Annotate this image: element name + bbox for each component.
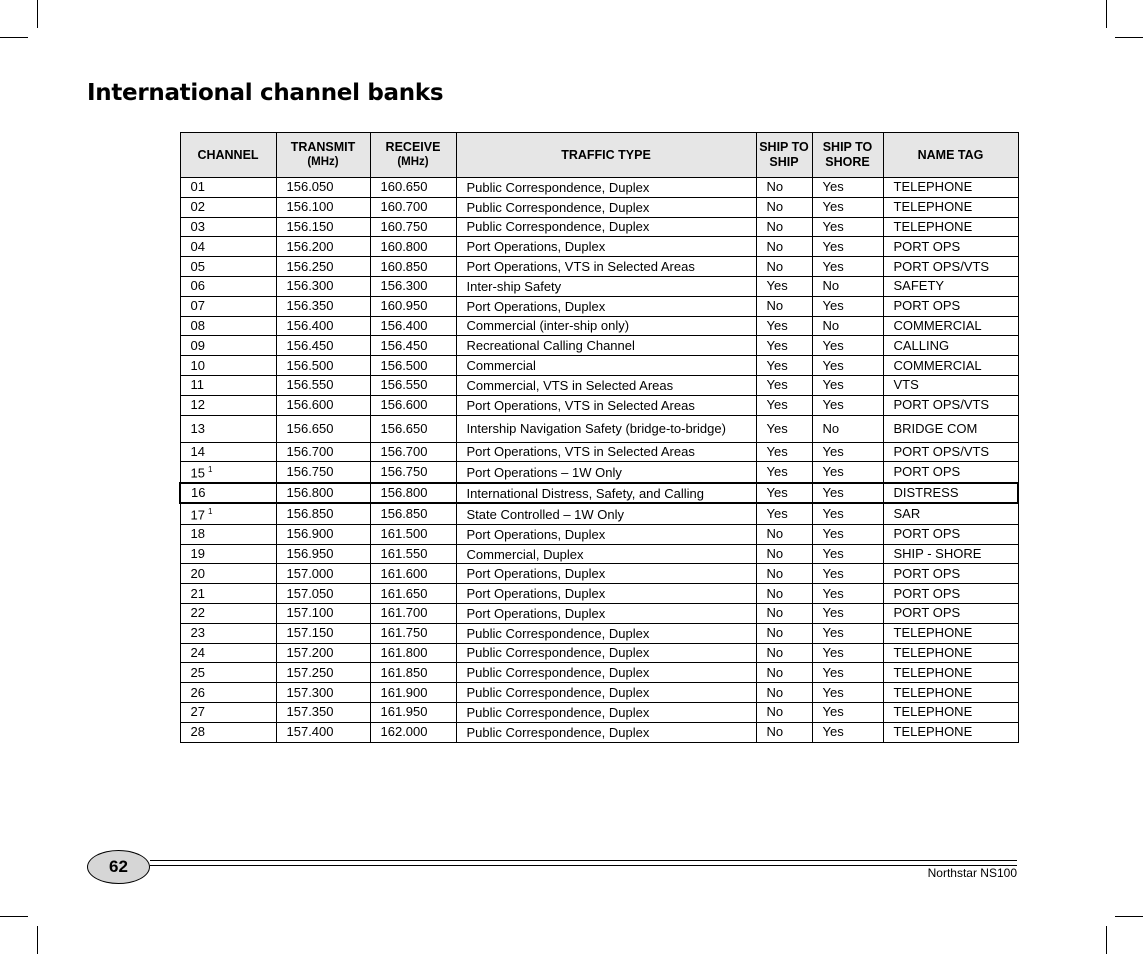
table-row — [180, 643, 1018, 663]
traffic-type-cell: Public Correspondence, Duplex — [456, 197, 756, 217]
ship-to-ship-cell: No — [756, 524, 812, 544]
ship-to-ship-cell: No — [756, 257, 812, 277]
ship-to-shore-cell: Yes — [812, 483, 883, 504]
header-receive-unit: (MHz) — [397, 156, 429, 168]
ship-to-ship-cell: Yes — [756, 462, 812, 483]
traffic-type-cell: Port Operations, Duplex — [456, 604, 756, 624]
channel-number: 12 — [190, 397, 205, 413]
channel-number: 07 — [190, 298, 205, 314]
receive-cell: 156.300 — [370, 276, 456, 296]
ship-to-shore-cell: Yes — [812, 584, 883, 604]
channel-number: 08 — [190, 317, 205, 333]
ship-to-ship-cell: No — [756, 604, 812, 624]
ship-to-ship-cell: No — [756, 564, 812, 584]
name-tag-cell: TELEPHONE — [883, 643, 1018, 663]
transmit-cell: 156.100 — [276, 197, 370, 217]
transmit-cell: 157.400 — [276, 722, 370, 742]
transmit-cell: 156.900 — [276, 524, 370, 544]
ship-to-ship-cell: No — [756, 544, 812, 564]
channel-number: 27 — [190, 704, 205, 720]
channel-number: 24 — [190, 644, 205, 660]
ship-to-shore-cell: Yes — [812, 604, 883, 624]
traffic-type-cell: Port Operations, Duplex — [456, 296, 756, 316]
receive-cell: 156.750 — [370, 462, 456, 483]
transmit-cell: 156.700 — [276, 442, 370, 462]
transmit-cell: 156.450 — [276, 336, 370, 356]
receive-cell: 156.850 — [370, 503, 456, 524]
ship-to-shore-cell: Yes — [812, 296, 883, 316]
receive-cell: 156.450 — [370, 336, 456, 356]
name-tag-cell: PORT OPS — [883, 604, 1018, 624]
name-tag-cell: CALLING — [883, 336, 1018, 356]
channel-cell — [180, 462, 276, 483]
receive-cell: 156.700 — [370, 442, 456, 462]
traffic-type-cell: Commercial, VTS in Selected Areas — [456, 375, 756, 395]
table-row — [180, 395, 1018, 415]
page-title: International channel banks — [87, 80, 444, 106]
table-row — [180, 584, 1018, 604]
channel-number: 21 — [190, 585, 205, 601]
receive-cell: 161.650 — [370, 584, 456, 604]
channel-cell — [180, 442, 276, 462]
header-transmit — [276, 133, 370, 178]
ship-to-ship-cell: Yes — [756, 503, 812, 524]
traffic-type-cell: International Distress, Safety, and Calling — [456, 483, 756, 504]
channel-cell — [180, 722, 276, 742]
ship-to-ship-cell: Yes — [756, 276, 812, 296]
channel-cell — [180, 296, 276, 316]
ship-to-shore-cell: Yes — [812, 663, 883, 683]
traffic-type-cell: Port Operations, VTS in Selected Areas — [456, 257, 756, 277]
transmit-cell: 156.500 — [276, 356, 370, 376]
footer-rule — [150, 860, 1017, 866]
header-receive-label: RECEIVE — [385, 140, 441, 154]
crop-mark — [0, 37, 28, 38]
ship-to-shore-cell: Yes — [812, 623, 883, 643]
transmit-cell: 157.350 — [276, 702, 370, 722]
table-row — [180, 316, 1018, 336]
channel-cell — [180, 584, 276, 604]
receive-cell: 161.750 — [370, 623, 456, 643]
name-tag-cell: TELEPHONE — [883, 683, 1018, 703]
receive-cell: 160.750 — [370, 217, 456, 237]
header-name-tag: NAME TAG — [883, 133, 1018, 178]
name-tag-cell: PORT OPS — [883, 524, 1018, 544]
receive-cell: 161.950 — [370, 702, 456, 722]
channel-number: 20 — [190, 565, 205, 581]
transmit-cell: 157.100 — [276, 604, 370, 624]
channel-cell — [180, 503, 276, 524]
transmit-cell: 157.050 — [276, 584, 370, 604]
channel-number: 11 — [190, 377, 204, 393]
name-tag-cell: BRIDGE COM — [883, 415, 1018, 442]
channel-cell — [180, 483, 276, 504]
header-transmit-unit: (MHz) — [307, 156, 339, 168]
receive-cell: 160.800 — [370, 237, 456, 257]
channel-number: 06 — [190, 278, 205, 294]
ship-to-ship-cell: No — [756, 702, 812, 722]
ship-to-shore-cell: Yes — [812, 375, 883, 395]
name-tag-cell: TELEPHONE — [883, 722, 1018, 742]
transmit-cell: 156.250 — [276, 257, 370, 277]
ship-to-ship-cell: No — [756, 663, 812, 683]
transmit-cell: 156.550 — [276, 375, 370, 395]
channel-cell — [180, 544, 276, 564]
receive-cell: 161.600 — [370, 564, 456, 584]
channel-number: 25 — [190, 664, 205, 680]
transmit-cell: 156.150 — [276, 217, 370, 237]
channel-number: 14 — [190, 443, 205, 459]
ship-to-shore-cell: No — [812, 415, 883, 442]
table-row — [180, 722, 1018, 742]
ship-to-shore-cell: Yes — [812, 257, 883, 277]
header-traffic-type: TRAFFIC TYPE — [456, 133, 756, 178]
channel-cell — [180, 683, 276, 703]
traffic-type-cell: Inter-ship Safety — [456, 276, 756, 296]
table-row — [180, 544, 1018, 564]
ship-to-ship-cell: No — [756, 584, 812, 604]
ship-to-ship-cell: Yes — [756, 483, 812, 504]
channel-cell — [180, 524, 276, 544]
traffic-type-cell: Port Operations, Duplex — [456, 524, 756, 544]
transmit-cell: 156.350 — [276, 296, 370, 316]
header-channel: CHANNEL — [180, 133, 276, 178]
traffic-type-cell: Public Correspondence, Duplex — [456, 178, 756, 198]
crop-mark — [37, 0, 38, 28]
ship-to-shore-cell: Yes — [812, 237, 883, 257]
receive-cell: 161.500 — [370, 524, 456, 544]
ship-to-shore-cell: Yes — [812, 722, 883, 742]
channel-cell — [180, 643, 276, 663]
channel-cell — [180, 623, 276, 643]
table-row — [180, 524, 1018, 544]
channel-cell — [180, 276, 276, 296]
ship-to-ship-cell: No — [756, 722, 812, 742]
channel-number: 16 — [191, 485, 206, 501]
ship-to-shore-cell: Yes — [812, 336, 883, 356]
crop-mark — [1115, 916, 1143, 917]
header-ship-to-shore: SHIP TO SHORE — [812, 133, 883, 178]
channel-number: 19 — [190, 546, 205, 561]
receive-cell: 160.850 — [370, 257, 456, 277]
channel-number: 15 — [190, 465, 205, 481]
table-row — [180, 462, 1018, 483]
transmit-cell: 157.150 — [276, 623, 370, 643]
name-tag-cell: SAFETY — [883, 276, 1018, 296]
name-tag-cell: SAR — [883, 503, 1018, 524]
table-header-row — [180, 133, 1018, 178]
ship-to-ship-cell: Yes — [756, 395, 812, 415]
crop-mark — [37, 926, 38, 954]
transmit-cell: 156.300 — [276, 276, 370, 296]
name-tag-cell: TELEPHONE — [883, 217, 1018, 237]
name-tag-cell: TELEPHONE — [883, 702, 1018, 722]
header-transmit-label: TRANSMIT — [290, 140, 356, 154]
channel-cell — [180, 336, 276, 356]
channel-number: 13 — [190, 420, 205, 436]
channel-cell — [180, 217, 276, 237]
crop-mark — [0, 916, 28, 917]
traffic-type-cell: Port Operations, VTS in Selected Areas — [456, 395, 756, 415]
traffic-type-cell: Port Operations – 1W Only — [456, 462, 756, 483]
name-tag-cell: PORT OPS — [883, 296, 1018, 316]
ship-to-shore-cell: Yes — [812, 564, 883, 584]
ship-to-shore-cell: Yes — [812, 395, 883, 415]
ship-to-shore-cell: Yes — [812, 503, 883, 524]
crop-mark — [1115, 37, 1143, 38]
receive-cell: 160.650 — [370, 178, 456, 198]
footnote-marker: 1 — [207, 507, 213, 517]
ship-to-ship-cell: Yes — [756, 375, 812, 395]
crop-mark — [1106, 0, 1107, 28]
ship-to-ship-cell: No — [756, 217, 812, 237]
transmit-cell: 156.600 — [276, 395, 370, 415]
ship-to-shore-cell: Yes — [812, 217, 883, 237]
transmit-cell: 156.650 — [276, 415, 370, 442]
traffic-type-cell: Commercial (inter-ship only) — [456, 316, 756, 336]
ship-to-shore-cell: Yes — [812, 442, 883, 462]
receive-cell: 161.550 — [370, 544, 456, 564]
ship-to-ship-cell: Yes — [756, 316, 812, 336]
channel-number: 17 — [190, 507, 205, 523]
transmit-cell: 156.950 — [276, 544, 370, 564]
ship-to-shore-cell: Yes — [812, 197, 883, 217]
channel-number: 26 — [190, 684, 205, 700]
receive-cell: 160.950 — [370, 296, 456, 316]
channel-number: 10 — [190, 357, 205, 373]
traffic-type-cell: Commercial — [456, 356, 756, 376]
channel-number: 04 — [190, 238, 205, 254]
receive-cell: 156.800 — [370, 483, 456, 504]
receive-cell: 156.600 — [370, 395, 456, 415]
traffic-type-cell: Public Correspondence, Duplex — [456, 217, 756, 237]
transmit-cell: 156.850 — [276, 503, 370, 524]
ship-to-ship-cell: No — [756, 643, 812, 663]
table-row — [180, 415, 1018, 442]
ship-to-ship-cell: Yes — [756, 415, 812, 442]
channel-number: 01 — [190, 179, 205, 195]
channel-cell — [180, 564, 276, 584]
channel-cell — [180, 197, 276, 217]
channel-number: 28 — [190, 724, 205, 740]
channel-cell — [180, 356, 276, 376]
channel-cell — [180, 257, 276, 277]
traffic-type-cell: Port Operations, Duplex — [456, 584, 756, 604]
traffic-type-cell: Public Correspondence, Duplex — [456, 683, 756, 703]
ship-to-ship-cell: No — [756, 623, 812, 643]
receive-cell: 156.500 — [370, 356, 456, 376]
transmit-cell: 157.000 — [276, 564, 370, 584]
table-row — [180, 178, 1018, 198]
name-tag-cell: TELEPHONE — [883, 178, 1018, 198]
transmit-cell: 157.200 — [276, 643, 370, 663]
ship-to-ship-cell: Yes — [756, 356, 812, 376]
receive-cell: 156.550 — [370, 375, 456, 395]
channel-number: 09 — [190, 337, 205, 353]
table-row — [180, 604, 1018, 624]
name-tag-cell: TELEPHONE — [883, 663, 1018, 683]
receive-cell: 156.400 — [370, 316, 456, 336]
traffic-type-cell: State Controlled – 1W Only — [456, 503, 756, 524]
ship-to-ship-cell: Yes — [756, 442, 812, 462]
table-row — [180, 683, 1018, 703]
ship-to-shore-cell: Yes — [812, 462, 883, 483]
header-receive — [370, 133, 456, 178]
receive-cell: 160.700 — [370, 197, 456, 217]
ship-to-shore-cell: No — [812, 276, 883, 296]
table-row — [180, 336, 1018, 356]
product-name: Northstar NS100 — [927, 866, 1017, 880]
channel-cell — [180, 178, 276, 198]
name-tag-cell: PORT OPS/VTS — [883, 395, 1018, 415]
receive-cell: 161.850 — [370, 663, 456, 683]
ship-to-shore-cell: Yes — [812, 178, 883, 198]
name-tag-cell: DISTRESS — [883, 483, 1018, 504]
ship-to-shore-cell: Yes — [812, 683, 883, 703]
receive-cell: 161.700 — [370, 604, 456, 624]
transmit-cell: 157.250 — [276, 663, 370, 683]
table-row — [180, 217, 1018, 237]
channel-number: 02 — [190, 199, 205, 215]
receive-cell: 161.900 — [370, 683, 456, 703]
receive-cell: 162.000 — [370, 722, 456, 742]
table-row — [180, 483, 1018, 504]
channel-number: 18 — [190, 526, 205, 542]
name-tag-cell: PORT OPS — [883, 237, 1018, 257]
name-tag-cell: VTS — [883, 375, 1018, 395]
transmit-cell: 156.750 — [276, 462, 370, 483]
ship-to-shore-cell: Yes — [812, 643, 883, 663]
traffic-type-cell: Public Correspondence, Duplex — [456, 722, 756, 742]
table-row — [180, 197, 1018, 217]
name-tag-cell: TELEPHONE — [883, 197, 1018, 217]
channel-cell — [180, 237, 276, 257]
channel-number: 23 — [190, 625, 205, 641]
transmit-cell: 156.050 — [276, 178, 370, 198]
channel-cell — [180, 663, 276, 683]
ship-to-shore-cell: Yes — [812, 544, 883, 564]
traffic-type-cell: Intership Navigation Safety (bridge-to-bridge) — [456, 415, 756, 442]
name-tag-cell: COMMERCIAL — [883, 356, 1018, 376]
ship-to-ship-cell: No — [756, 683, 812, 703]
traffic-type-cell: Public Correspondence, Duplex — [456, 702, 756, 722]
ship-to-ship-cell: No — [756, 296, 812, 316]
channel-table — [179, 132, 1019, 743]
page-number-badge — [87, 850, 150, 884]
table-row — [180, 257, 1018, 277]
traffic-type-cell: Public Correspondence, Duplex — [456, 643, 756, 663]
traffic-type-cell: Public Correspondence, Duplex — [456, 623, 756, 643]
name-tag-cell: PORT OPS — [883, 584, 1018, 604]
name-tag-cell: TELEPHONE — [883, 623, 1018, 643]
ship-to-shore-cell: Yes — [812, 356, 883, 376]
name-tag-cell: PORT OPS/VTS — [883, 257, 1018, 277]
traffic-type-cell: Commercial, Duplex — [456, 544, 756, 564]
channel-cell — [180, 604, 276, 624]
name-tag-cell: PORT OPS — [883, 564, 1018, 584]
transmit-cell: 156.200 — [276, 237, 370, 257]
channel-cell — [180, 415, 276, 442]
receive-cell: 161.800 — [370, 643, 456, 663]
ship-to-shore-cell: Yes — [812, 702, 883, 722]
footnote-marker: 1 — [207, 465, 213, 475]
table-row — [180, 702, 1018, 722]
channel-number: 22 — [190, 605, 205, 621]
transmit-cell: 157.300 — [276, 683, 370, 703]
header-ship-to-ship: SHIP TO SHIP — [756, 133, 812, 178]
traffic-type-cell: Public Correspondence, Duplex — [456, 663, 756, 683]
table-row — [180, 237, 1018, 257]
table-row — [180, 503, 1018, 524]
traffic-type-cell: Recreational Calling Channel — [456, 336, 756, 356]
name-tag-cell: PORT OPS/VTS — [883, 442, 1018, 462]
transmit-cell: 156.400 — [276, 316, 370, 336]
ship-to-shore-cell: Yes — [812, 524, 883, 544]
traffic-type-cell: Port Operations, Duplex — [456, 564, 756, 584]
table-row — [180, 623, 1018, 643]
table-row — [180, 442, 1018, 462]
channel-cell — [180, 316, 276, 336]
name-tag-cell: PORT OPS — [883, 462, 1018, 483]
channel-cell — [180, 375, 276, 395]
ship-to-ship-cell: No — [756, 237, 812, 257]
receive-cell: 156.650 — [370, 415, 456, 442]
traffic-type-cell: Port Operations, VTS in Selected Areas — [456, 442, 756, 462]
channel-number: 03 — [190, 218, 205, 234]
channel-cell — [180, 395, 276, 415]
ship-to-ship-cell: Yes — [756, 336, 812, 356]
table-row — [180, 375, 1018, 395]
table-row — [180, 276, 1018, 296]
ship-to-shore-cell: No — [812, 316, 883, 336]
name-tag-cell: COMMERCIAL — [883, 316, 1018, 336]
table-row — [180, 296, 1018, 316]
channel-rows — [180, 178, 1018, 743]
crop-mark — [1106, 926, 1107, 954]
name-tag-cell: SHIP - SHORE — [883, 544, 1018, 564]
page-number: 62 — [109, 857, 128, 876]
channel-cell — [180, 702, 276, 722]
traffic-type-cell: Port Operations, Duplex — [456, 237, 756, 257]
table-row — [180, 663, 1018, 683]
transmit-cell: 156.800 — [276, 483, 370, 504]
ship-to-ship-cell: No — [756, 197, 812, 217]
table-row — [180, 356, 1018, 376]
table-row — [180, 564, 1018, 584]
ship-to-ship-cell: No — [756, 178, 812, 198]
channel-number: 05 — [190, 258, 205, 274]
